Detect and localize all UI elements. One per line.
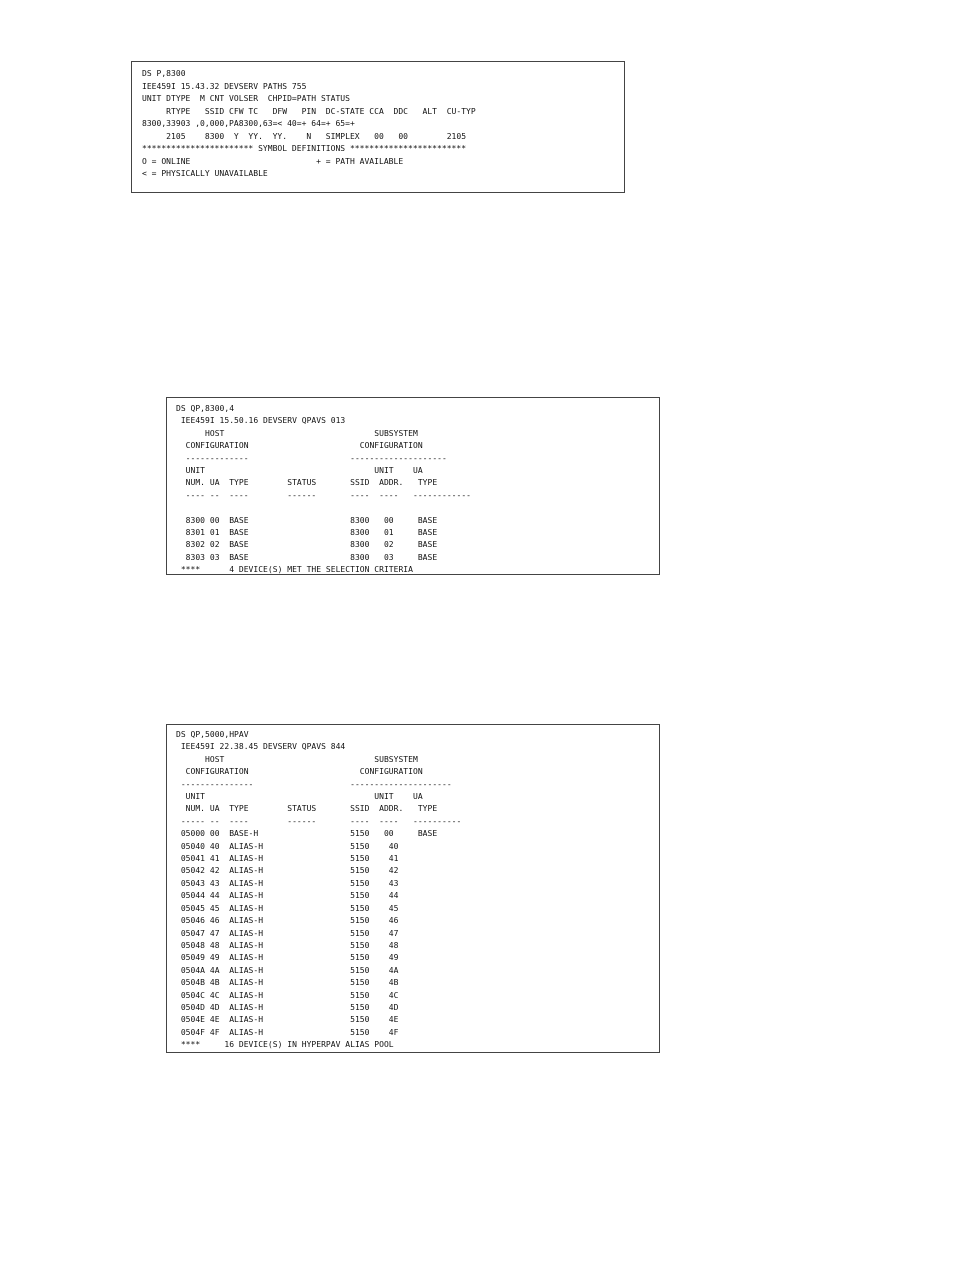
console-line: 8300,33903 ,0,000,PA8300,63=< 40=+ 64=+ 65=+ [142,119,355,128]
console-line: 0504B 4B ALIAS-H 5150 4B [176,978,399,988]
console-line: 0504F 4F ALIAS-H 5150 4F [176,1027,399,1037]
console-line: UNIT DTYPE M CNT VOLSER CHPID=PATH STATUS [142,94,350,103]
console-line: NUM. UA TYPE STATUS SSID ADDR. TYPE [176,478,438,488]
console-line: 05043 43 ALIAS-H 5150 43 [176,878,399,888]
console-line: 8301 01 BASE 8300 01 BASE [176,528,438,538]
console-line: 05049 49 ALIAS-H 5150 49 [176,953,399,963]
console-line: DS QP,8300,4 [176,404,235,413]
devserv-qpavs-panel [166,397,660,575]
console-line: CONFIGURATION CONFIGURATION [176,441,423,451]
console-line: 8300 00 BASE 8300 00 BASE [176,515,438,525]
console-line: 05040 40 ALIAS-H 5150 40 [176,841,399,851]
console-line: 05047 47 ALIAS-H 5150 47 [176,928,399,938]
console-line: 05044 44 ALIAS-H 5150 44 [176,891,399,901]
console-line: ---- -- ---- ------ ---- ---- ------------ [176,490,472,500]
console-line: 0504C 4C ALIAS-H 5150 4C [176,990,399,1000]
console-line: **** 16 DEVICE(S) IN HYPERPAV ALIAS POOL [176,1040,394,1050]
devserv-hpav-panel [166,724,660,1053]
devserv-paths-panel [131,61,625,193]
console-line: 05042 42 ALIAS-H 5150 42 [176,866,399,876]
console-line: *********************** SYMBOL DEFINITIONS ************************ [142,144,467,153]
console-line: --------------- --------------------- [176,779,452,789]
console-line: ----- -- ---- ------ ---- ---- ---------- [176,816,462,826]
console-line: 05048 48 ALIAS-H 5150 48 [176,940,399,950]
console-line: RTYPE SSID CFW TC DFW PIN DC-STATE CCA DDC ALT CU-TYP [142,106,476,116]
console-line: IEE459I 22.38.45 DEVSERV QPAVS 844 [176,742,346,752]
console-line: < = PHYSICALLY UNAVAILABLE [142,169,268,178]
console-line: 05046 46 ALIAS-H 5150 46 [176,916,399,926]
console-line: 0504D 4D ALIAS-H 5150 4D [176,1002,399,1012]
console-line: UNIT UNIT UA [176,792,423,802]
console-line: 0504E 4E ALIAS-H 5150 4E [176,1015,399,1025]
console-line [176,502,659,514]
console-line: HOST SUBSYSTEM [176,428,418,438]
console-line: 2105 8300 Y YY. YY. N SIMPLEX 00 00 2105 [142,131,467,141]
console-line: HOST SUBSYSTEM [176,754,418,764]
console-line: 8302 02 BASE 8300 02 BASE [176,540,438,550]
console-line: UNIT UNIT UA [176,466,423,476]
console-line: DS QP,5000,HPAV [176,730,249,739]
console-line: NUM. UA TYPE STATUS SSID ADDR. TYPE [176,804,438,814]
console-line: **** 4 DEVICE(S) MET THE SELECTION CRITERIA [176,565,413,575]
console-line: IEE459I 15.50.16 DEVSERV QPAVS 013 [176,416,346,426]
console-line: DS P,8300 [142,69,186,78]
console-line: IEE459I 15.43.32 DEVSERV PATHS 755 [142,81,307,91]
console-line: 0504A 4A ALIAS-H 5150 4A [176,965,399,975]
console-line: CONFIGURATION CONFIGURATION [176,767,423,777]
console-line: 05000 00 BASE-H 5150 00 BASE [176,829,438,839]
console-line: 05041 41 ALIAS-H 5150 41 [176,854,399,864]
console-line: O = ONLINE + = PATH AVAILABLE [142,156,404,166]
console-line: 8303 03 BASE 8300 03 BASE [176,552,438,562]
console-line: 05045 45 ALIAS-H 5150 45 [176,903,399,913]
console-line: ------------- -------------------- [176,453,447,463]
